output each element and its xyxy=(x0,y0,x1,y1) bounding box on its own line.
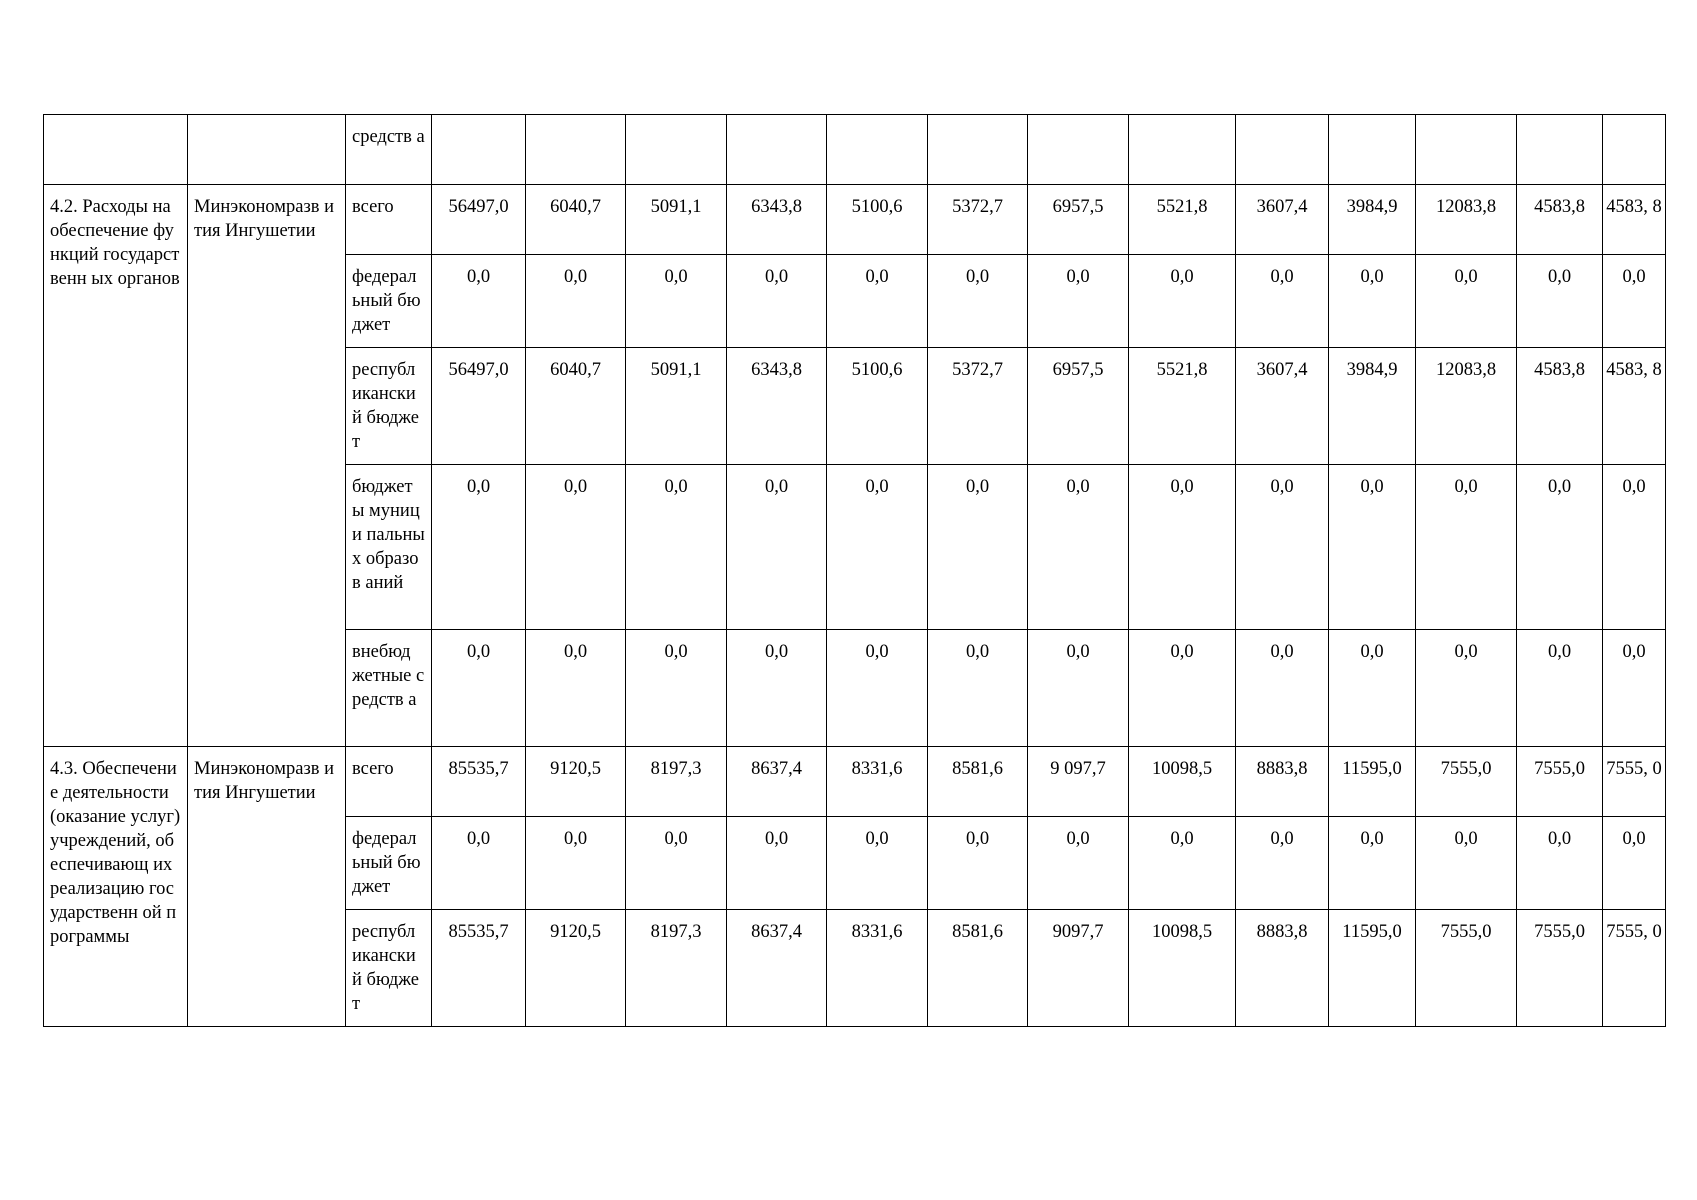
value-cell: 3984,9 xyxy=(1329,348,1416,465)
value-cell: 0,0 xyxy=(1236,255,1329,348)
value-cell: 8331,6 xyxy=(827,747,928,817)
value-cell: 3607,4 xyxy=(1236,348,1329,465)
program-item-name xyxy=(44,115,188,185)
value-cell: 5372,7 xyxy=(928,348,1028,465)
funding-source-cell: республ икански й бюджет xyxy=(346,910,432,1027)
value-cell: 10098,5 xyxy=(1129,910,1236,1027)
value-cell: 0,0 xyxy=(1329,465,1416,630)
value-cell: 0,0 xyxy=(1329,255,1416,348)
value-cell: 0,0 xyxy=(928,465,1028,630)
table-row xyxy=(44,747,1666,817)
value-cell: 0,0 xyxy=(1129,630,1236,747)
value-cell: 0,0 xyxy=(626,817,727,910)
value-cell: 0,0 xyxy=(1329,817,1416,910)
value-cell: 5372,7 xyxy=(928,185,1028,255)
value-cell: 8637,4 xyxy=(727,910,827,1027)
funding-source-cell: всего xyxy=(346,747,432,817)
value-cell: 0,0 xyxy=(526,817,626,910)
value-cell: 0,0 xyxy=(432,465,526,630)
value-cell: 9120,5 xyxy=(526,910,626,1027)
value-cell: 0,0 xyxy=(727,255,827,348)
value-cell: 7555, 0 xyxy=(1603,910,1666,1027)
value-cell: 0,0 xyxy=(1416,255,1517,348)
value-cell: 4583,8 xyxy=(1517,185,1603,255)
value-cell: 85535,7 xyxy=(432,910,526,1027)
value-cell: 0,0 xyxy=(1603,465,1666,630)
value-cell: 8581,6 xyxy=(928,747,1028,817)
value-cell: 4583, 8 xyxy=(1603,348,1666,465)
value-cell xyxy=(1416,115,1517,185)
value-cell: 8197,3 xyxy=(626,910,727,1027)
value-cell: 0,0 xyxy=(727,465,827,630)
value-cell: 7555,0 xyxy=(1416,747,1517,817)
value-cell: 0,0 xyxy=(626,630,727,747)
program-item-name: 4.3. Обеспечение деятельности (оказание услуг) учреждений, обеспечивающ их реализацию государственн ой программы xyxy=(44,747,188,1027)
value-cell xyxy=(727,115,827,185)
value-cell: 5521,8 xyxy=(1129,348,1236,465)
value-cell: 8581,6 xyxy=(928,910,1028,1027)
value-cell: 0,0 xyxy=(1603,630,1666,747)
funding-source-cell: республ икански й бюджет xyxy=(346,348,432,465)
budget-table xyxy=(43,114,1666,1027)
value-cell: 0,0 xyxy=(1517,817,1603,910)
value-cell: 56497,0 xyxy=(432,185,526,255)
value-cell: 0,0 xyxy=(928,630,1028,747)
value-cell xyxy=(1329,115,1416,185)
value-cell: 0,0 xyxy=(626,465,727,630)
value-cell: 0,0 xyxy=(1129,465,1236,630)
value-cell: 0,0 xyxy=(1028,465,1129,630)
value-cell: 0,0 xyxy=(526,465,626,630)
table-row xyxy=(44,115,1666,185)
funding-source-cell: всего xyxy=(346,185,432,255)
value-cell: 9 097,7 xyxy=(1028,747,1129,817)
value-cell xyxy=(626,115,727,185)
value-cell: 5100,6 xyxy=(827,185,928,255)
value-cell: 6040,7 xyxy=(526,185,626,255)
value-cell: 0,0 xyxy=(1603,255,1666,348)
value-cell: 3984,9 xyxy=(1329,185,1416,255)
value-cell: 0,0 xyxy=(1028,255,1129,348)
executor-cell: Минэкономразв ития Ингушетии xyxy=(188,747,346,1027)
value-cell xyxy=(827,115,928,185)
value-cell: 0,0 xyxy=(432,630,526,747)
value-cell: 5091,1 xyxy=(626,185,727,255)
value-cell: 0,0 xyxy=(1129,817,1236,910)
value-cell: 0,0 xyxy=(1129,255,1236,348)
value-cell: 6957,5 xyxy=(1028,348,1129,465)
value-cell: 0,0 xyxy=(1416,465,1517,630)
value-cell: 0,0 xyxy=(1517,255,1603,348)
executor-cell: Минэкономразв ития Ингушетии xyxy=(188,185,346,747)
value-cell: 0,0 xyxy=(827,630,928,747)
value-cell: 7555,0 xyxy=(1517,747,1603,817)
value-cell: 8883,8 xyxy=(1236,910,1329,1027)
value-cell: 0,0 xyxy=(1028,630,1129,747)
value-cell: 12083,8 xyxy=(1416,348,1517,465)
value-cell: 0,0 xyxy=(727,630,827,747)
value-cell: 8883,8 xyxy=(1236,747,1329,817)
value-cell: 85535,7 xyxy=(432,747,526,817)
value-cell: 6040,7 xyxy=(526,348,626,465)
value-cell: 0,0 xyxy=(1028,817,1129,910)
executor-cell xyxy=(188,115,346,185)
funding-source-cell: бюджет ы муници пальных образов аний xyxy=(346,465,432,630)
value-cell xyxy=(1236,115,1329,185)
value-cell: 5521,8 xyxy=(1129,185,1236,255)
value-cell: 7555, 0 xyxy=(1603,747,1666,817)
value-cell: 0,0 xyxy=(827,817,928,910)
value-cell: 0,0 xyxy=(1416,817,1517,910)
value-cell xyxy=(1603,115,1666,185)
value-cell: 0,0 xyxy=(1236,465,1329,630)
value-cell: 9120,5 xyxy=(526,747,626,817)
value-cell: 0,0 xyxy=(1416,630,1517,747)
value-cell: 0,0 xyxy=(928,255,1028,348)
value-cell: 0,0 xyxy=(526,255,626,348)
value-cell: 9097,7 xyxy=(1028,910,1129,1027)
value-cell: 11595,0 xyxy=(1329,910,1416,1027)
value-cell: 8637,4 xyxy=(727,747,827,817)
value-cell: 12083,8 xyxy=(1416,185,1517,255)
value-cell xyxy=(1517,115,1603,185)
value-cell: 6343,8 xyxy=(727,348,827,465)
value-cell: 10098,5 xyxy=(1129,747,1236,817)
value-cell: 0,0 xyxy=(432,255,526,348)
value-cell: 0,0 xyxy=(928,817,1028,910)
value-cell: 8331,6 xyxy=(827,910,928,1027)
table-row xyxy=(44,185,1666,255)
value-cell: 4583, 8 xyxy=(1603,185,1666,255)
value-cell xyxy=(928,115,1028,185)
funding-source-cell: федерал ьный бюджет xyxy=(346,255,432,348)
value-cell xyxy=(1028,115,1129,185)
value-cell: 0,0 xyxy=(827,465,928,630)
value-cell: 0,0 xyxy=(1236,630,1329,747)
value-cell: 0,0 xyxy=(526,630,626,747)
value-cell: 6343,8 xyxy=(727,185,827,255)
value-cell xyxy=(1129,115,1236,185)
funding-source-cell: средств а xyxy=(346,115,432,185)
value-cell: 7555,0 xyxy=(1517,910,1603,1027)
value-cell: 7555,0 xyxy=(1416,910,1517,1027)
value-cell: 3607,4 xyxy=(1236,185,1329,255)
value-cell: 0,0 xyxy=(1329,630,1416,747)
value-cell: 56497,0 xyxy=(432,348,526,465)
value-cell: 0,0 xyxy=(1517,465,1603,630)
value-cell xyxy=(432,115,526,185)
value-cell: 6957,5 xyxy=(1028,185,1129,255)
value-cell: 8197,3 xyxy=(626,747,727,817)
value-cell: 0,0 xyxy=(1236,817,1329,910)
value-cell: 0,0 xyxy=(626,255,727,348)
value-cell: 0,0 xyxy=(432,817,526,910)
value-cell xyxy=(526,115,626,185)
value-cell: 0,0 xyxy=(727,817,827,910)
value-cell: 0,0 xyxy=(1517,630,1603,747)
value-cell: 11595,0 xyxy=(1329,747,1416,817)
value-cell: 4583,8 xyxy=(1517,348,1603,465)
value-cell: 0,0 xyxy=(1603,817,1666,910)
funding-source-cell: федерал ьный бюджет xyxy=(346,817,432,910)
program-item-name: 4.2. Расходы на обеспечение функций государственн ых органов xyxy=(44,185,188,747)
value-cell: 0,0 xyxy=(827,255,928,348)
funding-source-cell: внебюд жетные средств а xyxy=(346,630,432,747)
value-cell: 5100,6 xyxy=(827,348,928,465)
value-cell: 5091,1 xyxy=(626,348,727,465)
